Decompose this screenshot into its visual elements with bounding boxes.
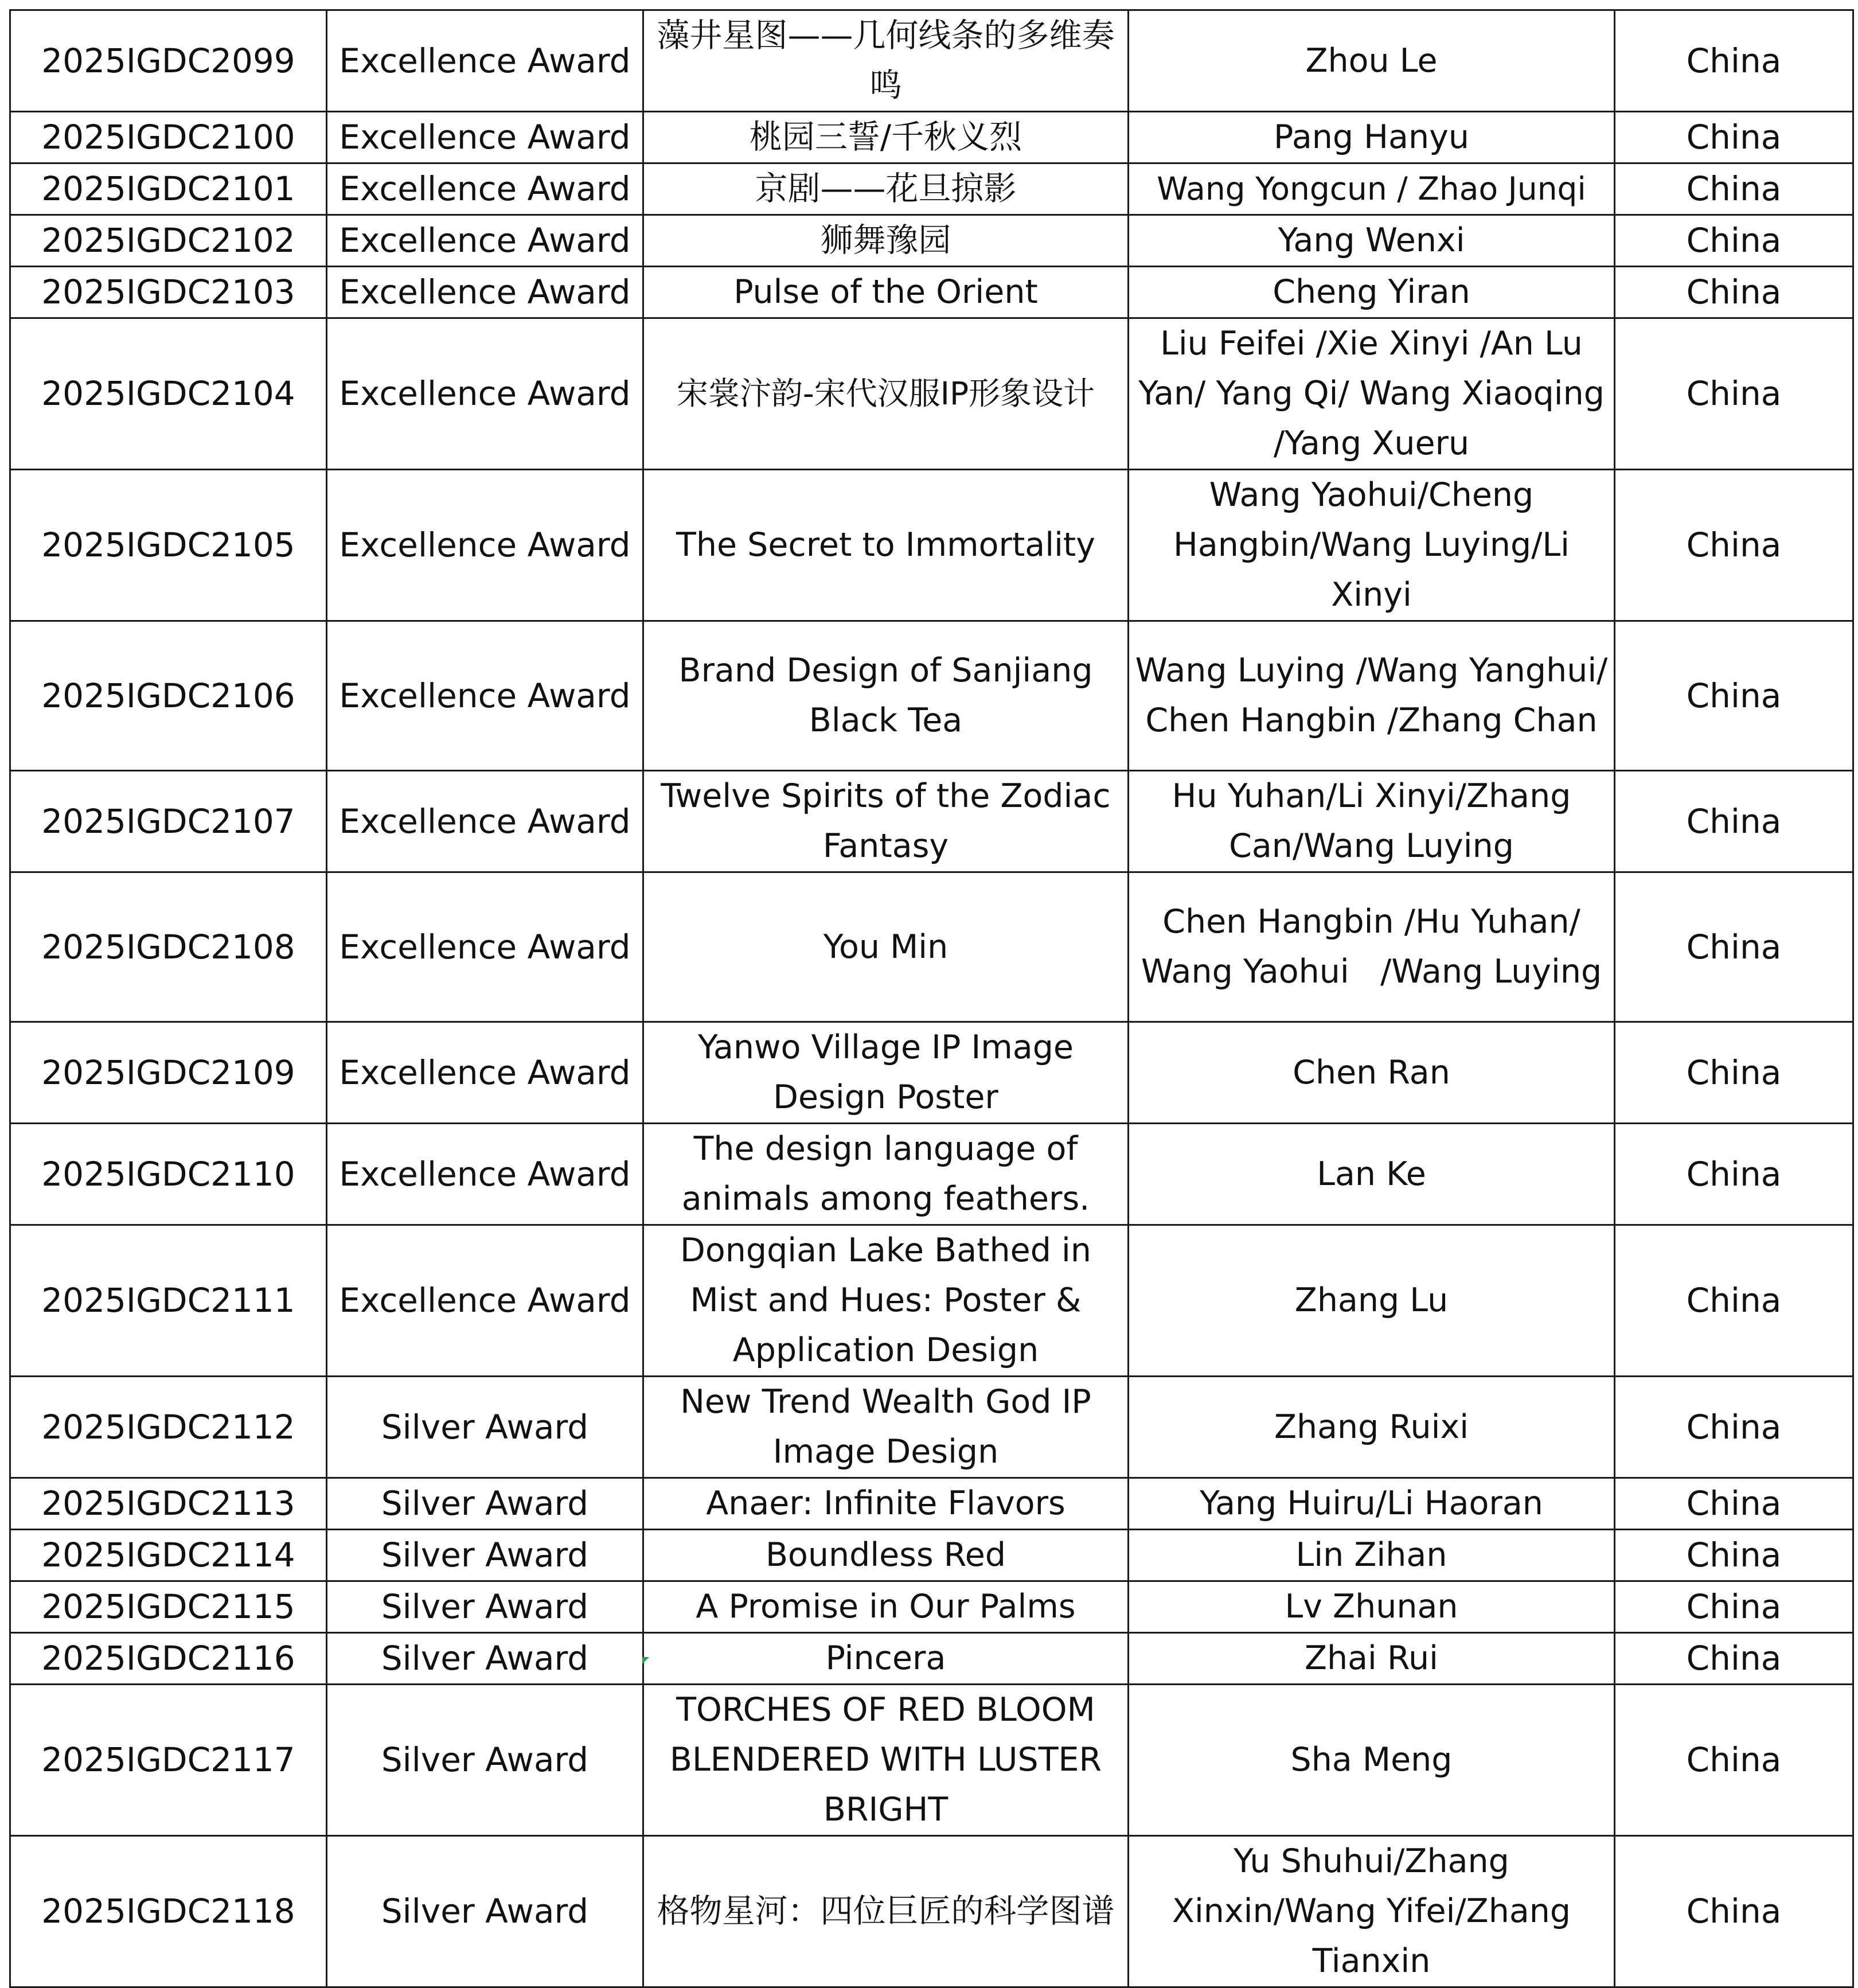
award-cell[interactable]: Silver Award xyxy=(327,1836,643,1987)
work-title-cell[interactable]: Pincera xyxy=(643,1633,1129,1685)
award-cell[interactable]: Excellence Award xyxy=(327,621,643,771)
work-title-cell[interactable]: 桃园三誓/千秋义烈 xyxy=(643,112,1129,163)
work-title-cell[interactable]: You Min xyxy=(643,872,1129,1022)
table-row xyxy=(10,163,1853,215)
entry-id-cell[interactable]: 2025IGDC2111 xyxy=(10,1225,327,1377)
author-cell[interactable]: Liu Feifei /Xie Xinyi /An Lu Yan/ Yang Qi/ Wang Xiaoqing /Yang Xueru xyxy=(1129,318,1615,470)
table-body xyxy=(10,10,1853,1987)
country-cell[interactable]: China xyxy=(1615,1225,1853,1377)
author-cell[interactable]: Yu Shuhui/Zhang Xinxin/Wang Yifei/Zhang Tianxin xyxy=(1129,1836,1615,1987)
cell-note-marker-icon xyxy=(642,1657,649,1664)
award-cell[interactable]: Excellence Award xyxy=(327,1225,643,1377)
table-row xyxy=(10,1225,1853,1377)
work-title-cell[interactable]: 宋裳汴韵-宋代汉服IP形象设计 xyxy=(643,318,1129,470)
table-row xyxy=(10,215,1853,267)
entry-id-cell[interactable]: 2025IGDC2107 xyxy=(10,771,327,872)
award-cell[interactable]: Excellence Award xyxy=(327,872,643,1022)
country-cell[interactable]: China xyxy=(1615,1377,1853,1478)
award-cell[interactable]: Silver Award xyxy=(327,1377,643,1478)
award-cell[interactable]: Silver Award xyxy=(327,1685,643,1836)
author-cell[interactable]: Lan Ke xyxy=(1129,1124,1615,1225)
author-cell[interactable]: Wang Yaohui/Cheng Hangbin/Wang Luying/Li Xinyi xyxy=(1129,470,1615,621)
work-title-cell[interactable]: Pulse of the Orient xyxy=(643,267,1129,318)
author-cell[interactable]: Sha Meng xyxy=(1129,1685,1615,1836)
author-cell[interactable]: Yang Wenxi xyxy=(1129,215,1615,267)
entry-id-cell[interactable]: 2025IGDC2109 xyxy=(10,1022,327,1124)
author-cell[interactable]: Zhang Ruixi xyxy=(1129,1377,1615,1478)
country-cell[interactable]: China xyxy=(1615,318,1853,470)
entry-id-cell[interactable]: 2025IGDC2113 xyxy=(10,1478,327,1530)
award-results-table xyxy=(9,9,1854,1988)
country-cell[interactable]: China xyxy=(1615,872,1853,1022)
entry-id-cell[interactable]: 2025IGDC2115 xyxy=(10,1581,327,1633)
country-cell[interactable]: China xyxy=(1615,10,1853,112)
entry-id-cell[interactable]: 2025IGDC2108 xyxy=(10,872,327,1022)
award-cell[interactable]: Excellence Award xyxy=(327,771,643,872)
entry-id-cell[interactable]: 2025IGDC2106 xyxy=(10,621,327,771)
author-cell[interactable]: Lv Zhunan xyxy=(1129,1581,1615,1633)
entry-id-cell[interactable]: 2025IGDC2110 xyxy=(10,1124,327,1225)
table-row xyxy=(10,1836,1853,1987)
country-cell[interactable]: China xyxy=(1615,1581,1853,1633)
work-title-cell[interactable]: 京剧——花旦掠影 xyxy=(643,163,1129,215)
country-cell[interactable]: China xyxy=(1615,112,1853,163)
country-cell[interactable]: China xyxy=(1615,163,1853,215)
entry-id-cell[interactable]: 2025IGDC2114 xyxy=(10,1530,327,1581)
work-title-cell[interactable]: 格物星河：四位巨匠的科学图谱 xyxy=(643,1836,1129,1987)
author-cell[interactable]: Wang Yongcun / Zhao Junqi xyxy=(1129,163,1615,215)
table-row xyxy=(10,318,1853,470)
country-cell[interactable]: China xyxy=(1615,621,1853,771)
work-title-cell[interactable]: Yanwo Village IP Image Design Poster xyxy=(643,1022,1129,1124)
author-cell[interactable]: Hu Yuhan/Li Xinyi/Zhang Can/Wang Luying xyxy=(1129,771,1615,872)
author-cell[interactable]: Chen Hangbin /Hu Yuhan/ Wang Yaohui /Wang Luying xyxy=(1129,872,1615,1022)
award-cell[interactable]: Excellence Award xyxy=(327,215,643,267)
award-cell[interactable]: Silver Award xyxy=(327,1581,643,1633)
author-cell[interactable]: Lin Zihan xyxy=(1129,1530,1615,1581)
author-cell[interactable]: Wang Luying /Wang Yanghui/ Chen Hangbin /Zhang Chan xyxy=(1129,621,1615,771)
table-row xyxy=(10,1124,1853,1225)
table-row xyxy=(10,267,1853,318)
entry-id-cell[interactable]: 2025IGDC2103 xyxy=(10,267,327,318)
work-title-cell[interactable]: The Secret to Immortality xyxy=(643,470,1129,621)
entry-id-cell[interactable]: 2025IGDC2100 xyxy=(10,112,327,163)
country-cell[interactable]: China xyxy=(1615,1633,1853,1685)
award-cell[interactable]: Excellence Award xyxy=(327,470,643,621)
country-cell[interactable]: China xyxy=(1615,1836,1853,1987)
entry-id-cell[interactable]: 2025IGDC2118 xyxy=(10,1836,327,1987)
author-cell[interactable]: Zhai Rui xyxy=(1129,1633,1615,1685)
country-cell[interactable]: China xyxy=(1615,771,1853,872)
entry-id-cell[interactable]: 2025IGDC2101 xyxy=(10,163,327,215)
country-cell[interactable]: China xyxy=(1615,470,1853,621)
table-row xyxy=(10,1022,1853,1124)
award-cell[interactable]: Excellence Award xyxy=(327,267,643,318)
work-title-cell[interactable]: Twelve Spirits of the Zodiac Fantasy xyxy=(643,771,1129,872)
author-cell[interactable]: Pang Hanyu xyxy=(1129,112,1615,163)
table-row xyxy=(10,1478,1853,1530)
author-cell[interactable]: Cheng Yiran xyxy=(1129,267,1615,318)
work-title-cell[interactable]: 藻井星图——几何线条的多维奏鸣 xyxy=(643,10,1129,112)
country-cell[interactable]: China xyxy=(1615,1022,1853,1124)
table-row xyxy=(10,1685,1853,1836)
country-cell[interactable]: China xyxy=(1615,267,1853,318)
work-title-cell[interactable]: A Promise in Our Palms xyxy=(643,1581,1129,1633)
award-cell[interactable]: Excellence Award xyxy=(327,112,643,163)
work-title-cell[interactable]: Anaer: Infinite Flavors xyxy=(643,1478,1129,1530)
entry-id-cell[interactable]: 2025IGDC2116 xyxy=(10,1633,327,1685)
entry-id-cell[interactable]: 2025IGDC2117 xyxy=(10,1685,327,1836)
table-row xyxy=(10,10,1853,112)
table-row xyxy=(10,1530,1853,1581)
award-cell[interactable]: Silver Award xyxy=(327,1478,643,1530)
table-row xyxy=(10,470,1853,621)
author-cell[interactable]: Yang Huiru/Li Haoran xyxy=(1129,1478,1615,1530)
author-cell[interactable]: Chen Ran xyxy=(1129,1022,1615,1124)
award-cell[interactable]: Excellence Award xyxy=(327,1124,643,1225)
entry-id-cell[interactable]: 2025IGDC2102 xyxy=(10,215,327,267)
results-sheet xyxy=(9,9,1852,1988)
country-cell[interactable]: China xyxy=(1615,1478,1853,1530)
table-row xyxy=(10,1633,1853,1685)
entry-id-cell[interactable]: 2025IGDC2112 xyxy=(10,1377,327,1478)
work-title-cell[interactable]: New Trend Wealth God IP Image Design xyxy=(643,1377,1129,1478)
country-cell[interactable]: China xyxy=(1615,215,1853,267)
work-title-cell[interactable]: Dongqian Lake Bathed in Mist and Hues: Poster & Application Design xyxy=(643,1225,1129,1377)
work-title-cell[interactable]: Brand Design of Sanjiang Black Tea xyxy=(643,621,1129,771)
award-cell[interactable]: Excellence Award xyxy=(327,1022,643,1124)
author-cell[interactable]: Zhang Lu xyxy=(1129,1225,1615,1377)
entry-id-cell[interactable]: 2025IGDC2105 xyxy=(10,470,327,621)
table-row xyxy=(10,112,1853,163)
work-title-cell[interactable]: The design language of animals among feathers. xyxy=(643,1124,1129,1225)
author-cell[interactable]: Zhou Le xyxy=(1129,10,1615,112)
award-cell[interactable]: Silver Award xyxy=(327,1530,643,1581)
work-title-cell[interactable]: 狮舞豫园 xyxy=(643,215,1129,267)
work-title-cell[interactable]: TORCHES OF RED BLOOM BLENDERED WITH LUSTER BRIGHT xyxy=(643,1685,1129,1836)
entry-id-cell[interactable]: 2025IGDC2099 xyxy=(10,10,327,112)
work-title-cell[interactable]: Boundless Red xyxy=(643,1530,1129,1581)
award-cell[interactable]: Excellence Award xyxy=(327,318,643,470)
table-row xyxy=(10,1581,1853,1633)
country-cell[interactable]: China xyxy=(1615,1685,1853,1836)
country-cell[interactable]: China xyxy=(1615,1530,1853,1581)
table-row xyxy=(10,1377,1853,1478)
table-row xyxy=(10,872,1853,1022)
table-row xyxy=(10,771,1853,872)
table-row xyxy=(10,621,1853,771)
entry-id-cell[interactable]: 2025IGDC2104 xyxy=(10,318,327,470)
award-cell[interactable]: Excellence Award xyxy=(327,10,643,112)
country-cell[interactable]: China xyxy=(1615,1124,1853,1225)
award-cell[interactable]: Excellence Award xyxy=(327,163,643,215)
award-cell[interactable]: Silver Award xyxy=(327,1633,643,1685)
